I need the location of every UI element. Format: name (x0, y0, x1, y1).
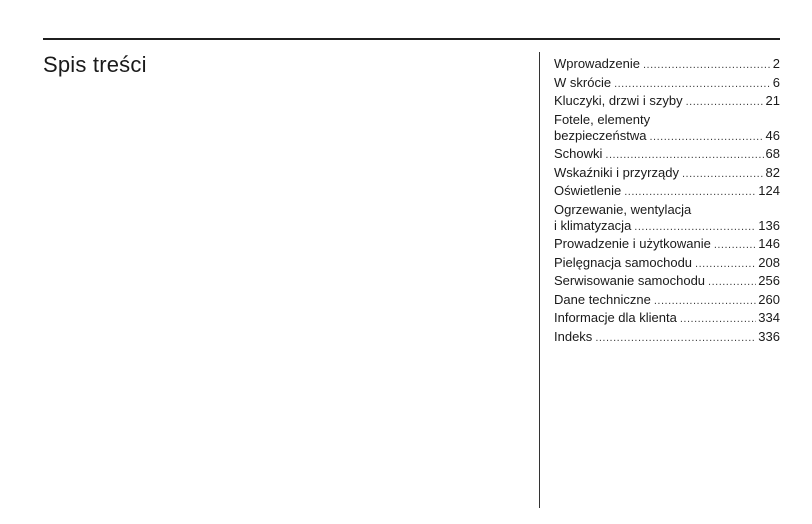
toc-entry-label-top: Fotele, elementy (554, 111, 651, 127)
toc-entry-page: 146 (758, 236, 780, 251)
dot-leader (595, 330, 756, 346)
toc-entry-page: 336 (758, 328, 780, 344)
toc-entry-page: 260 (758, 291, 780, 307)
toc-entry-page: 334 (758, 310, 780, 325)
toc-entry-label: Schowki (554, 146, 603, 161)
dot-leader (682, 166, 764, 182)
column-divider (539, 52, 540, 508)
toc-entry-label: Serwisowanie samochodu (554, 273, 706, 288)
toc-entry-page: 21 (765, 93, 780, 108)
toc-entry-w-skrocie[interactable] (554, 75, 780, 91)
dot-leader (650, 129, 764, 145)
toc-entry-serwisowanie[interactable] (554, 273, 780, 289)
toc-entry-wskazniki[interactable] (554, 165, 780, 181)
toc-entry-kluczyki[interactable] (554, 93, 780, 109)
toc-entry-oswietlenie[interactable] (554, 183, 780, 199)
toc-entry-page: 2 (772, 56, 780, 71)
toc-entry-page: 6 (772, 74, 780, 90)
table-of-contents (554, 56, 780, 347)
toc-entry-fotele[interactable] (554, 112, 780, 144)
toc-entry-page: 46 (765, 127, 780, 143)
page-title: Spis treści (43, 52, 147, 77)
toc-entry-label: Indeks (554, 328, 593, 344)
toc-entry-informacje[interactable] (554, 310, 780, 326)
toc-entry-label: W skrócie (554, 74, 612, 90)
toc-entry-page: 68 (765, 146, 780, 161)
toc-entry-page: 136 (758, 217, 780, 233)
toc-entry-ogrzewanie[interactable] (554, 202, 780, 234)
dot-leader (605, 147, 763, 163)
toc-entry-label: Dane techniczne (554, 291, 651, 307)
toc-entry-label: Oświetlenie (554, 183, 622, 198)
toc-entry-label: Prowadzenie i użytkowanie (554, 236, 711, 251)
dot-leader (624, 184, 756, 200)
toc-entry-label: bezpieczeństwa (554, 127, 647, 143)
dot-leader (614, 76, 771, 92)
dot-leader (695, 256, 756, 272)
toc-entry-schowki[interactable] (554, 146, 780, 162)
toc-entry-page: 82 (765, 164, 780, 180)
toc-entry-dane-techniczne[interactable] (554, 292, 780, 308)
toc-entry-label-top: Ogrzewanie, wentylacja (554, 201, 692, 217)
dot-leader (708, 274, 756, 290)
toc-entry-page: 256 (758, 273, 780, 288)
toc-entry-label: Wskaźniki i przyrządy (554, 164, 679, 180)
toc-entry-label: Wprowadzenie (554, 56, 640, 71)
dot-leader (680, 311, 756, 327)
toc-entry-page: 208 (758, 254, 780, 270)
top-rule (43, 38, 780, 40)
toc-entry-label: Informacje dla klienta (554, 310, 677, 325)
toc-entry-pielegnacja[interactable] (554, 255, 780, 271)
dot-leader (686, 94, 764, 110)
dot-leader (714, 237, 756, 253)
toc-entry-wprowadzenie[interactable] (554, 56, 780, 72)
toc-entry-page: 124 (758, 183, 780, 198)
toc-entry-label: Kluczyki, drzwi i szyby (554, 93, 683, 108)
toc-entry-label: i klimatyzacja (554, 217, 632, 233)
toc-entry-indeks[interactable] (554, 329, 780, 345)
dot-leader (654, 293, 756, 309)
dot-leader (643, 57, 771, 73)
toc-entry-prowadzenie[interactable] (554, 236, 780, 252)
toc-entry-label: Pielęgnacja samochodu (554, 254, 693, 270)
dot-leader (634, 219, 756, 235)
